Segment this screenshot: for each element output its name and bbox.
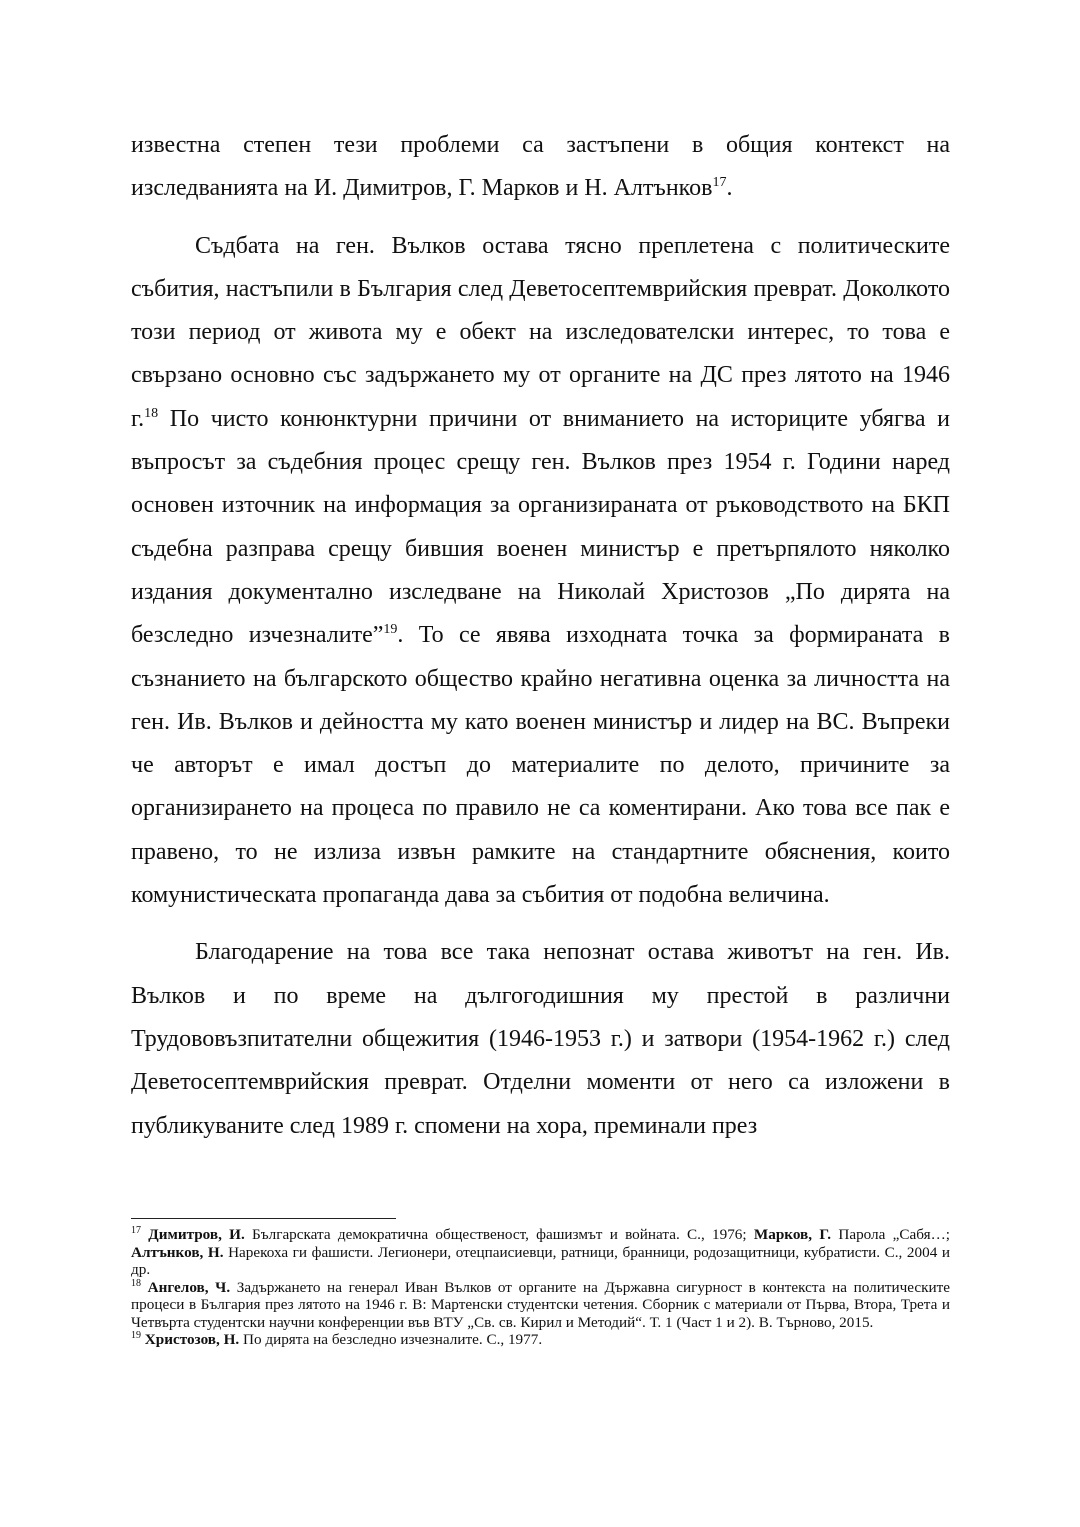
footnote-number: 17 bbox=[131, 1225, 141, 1236]
footnote-19 bbox=[131, 1331, 950, 1349]
footnote-author: Алтънков, Н. bbox=[131, 1243, 224, 1261]
footnote-text: Парола „Сабя…; bbox=[831, 1226, 951, 1243]
footnote-number: 18 bbox=[131, 1277, 141, 1289]
paragraph-1 bbox=[131, 124, 950, 211]
footnote-ref-19[interactable]: 19 bbox=[383, 622, 398, 638]
footnote-17 bbox=[131, 1226, 950, 1279]
footnotes bbox=[131, 1226, 950, 1349]
paragraph-2-text-b: По чисто конюнктурни причини от вниманието на историците убягва и въпросът за съдебния процес срещу ген. Вълков през 1954 г. Години наред основен източник на информация за организираната от ръководството на БКП съдебна разправа срещу бившия военен министър е претърпялото няколко издания документално изследване на Николай Христозов „По дирята на безследно изчезналите” bbox=[131, 405, 950, 649]
footnote-text: Нарекоха ги фашисти. Легионери, отецпаисиевци, ратници, бранници, родозащитници, кубратисти. С., 2004 и др. bbox=[131, 1243, 950, 1278]
footnote-number: 19 bbox=[131, 1330, 141, 1341]
footnote-separator bbox=[131, 1218, 396, 1219]
footnote-author: Димитров, И. bbox=[148, 1226, 245, 1243]
paragraph-2-text-c: . То се явява изходната точка за формираната в съзнанието на българското общество крайно негативна оценка за личността на ген. Ив. Вълков и дейността му като военен министър и лидер на ВС. Въпреки че авторът е имал достъп до материалите по делото, причините за организирането на процеса по правило не са коментирани. Ако това все пак е правено, то не излиза извън рамките на стандартните обяснения, които комунистическата пропаганда дава за събития от подобна величина. bbox=[131, 622, 951, 909]
footnote-author: Марков, Г. bbox=[753, 1226, 832, 1243]
footnote-18 bbox=[131, 1279, 950, 1332]
main-text bbox=[131, 124, 950, 1148]
paragraph-3 bbox=[131, 931, 950, 1147]
footnote-text: Задържането на генерал Иван Вълков от органите на Държавна сигурност в контекста на политическите процеси в България през лятото на 1946 г. В: Мартенски студентски четения. Сборник с материали от Първа, Втора, Трета и Четвърта студентски научни конференции във ВТУ „Св. св. Кирил и Методий“. Т. 1 (Част 1 и 2). В. Търново, 2015. bbox=[131, 1278, 950, 1331]
footnote-author: Христозов, Н. bbox=[144, 1331, 240, 1348]
footnote-text: По дирята на безследно изчезналите. С., 1977. bbox=[239, 1331, 543, 1348]
paragraph-2 bbox=[131, 225, 950, 918]
footnote-text: Българската демократична общественост, фашизмът и войната. С., 1976; bbox=[244, 1226, 754, 1243]
footnote-ref-18[interactable]: 18 bbox=[144, 405, 159, 421]
footnote-author: Ангелов, Ч. bbox=[147, 1278, 231, 1296]
footnote-ref-17[interactable]: 17 bbox=[712, 175, 727, 191]
paragraph-2-text-a: Съдбата на ген. Вълков остава тясно преплетена с политическите събития, настъпили в България след Деветосептемврийския преврат. Доколкото този период от живота му е обект на изследователски интерес, то това е свързано основно със задържането му от органите на ДС през лятото на 1946 г. bbox=[131, 232, 950, 432]
paragraph-1-tail: . bbox=[726, 175, 733, 202]
paragraph-1-text: известна степен тези проблеми са застъпени в общия контекст на изследванията на И. Димитров, Г. Марков и Н. Алтънков bbox=[131, 132, 950, 202]
paragraph-3-text: Благодарение на това все така непознат остава животът на ген. Ив. Вълков и по време на дългогодишния му престой в различни Трудововъзпитателни общежития (1946-1953 г.) и затвори (1954-1962 г.) след Деветосептемврийския преврат. Отделни моменти от него са изложени в публикуваните след 1989 г. спомени на хора, преминали през bbox=[131, 939, 950, 1139]
